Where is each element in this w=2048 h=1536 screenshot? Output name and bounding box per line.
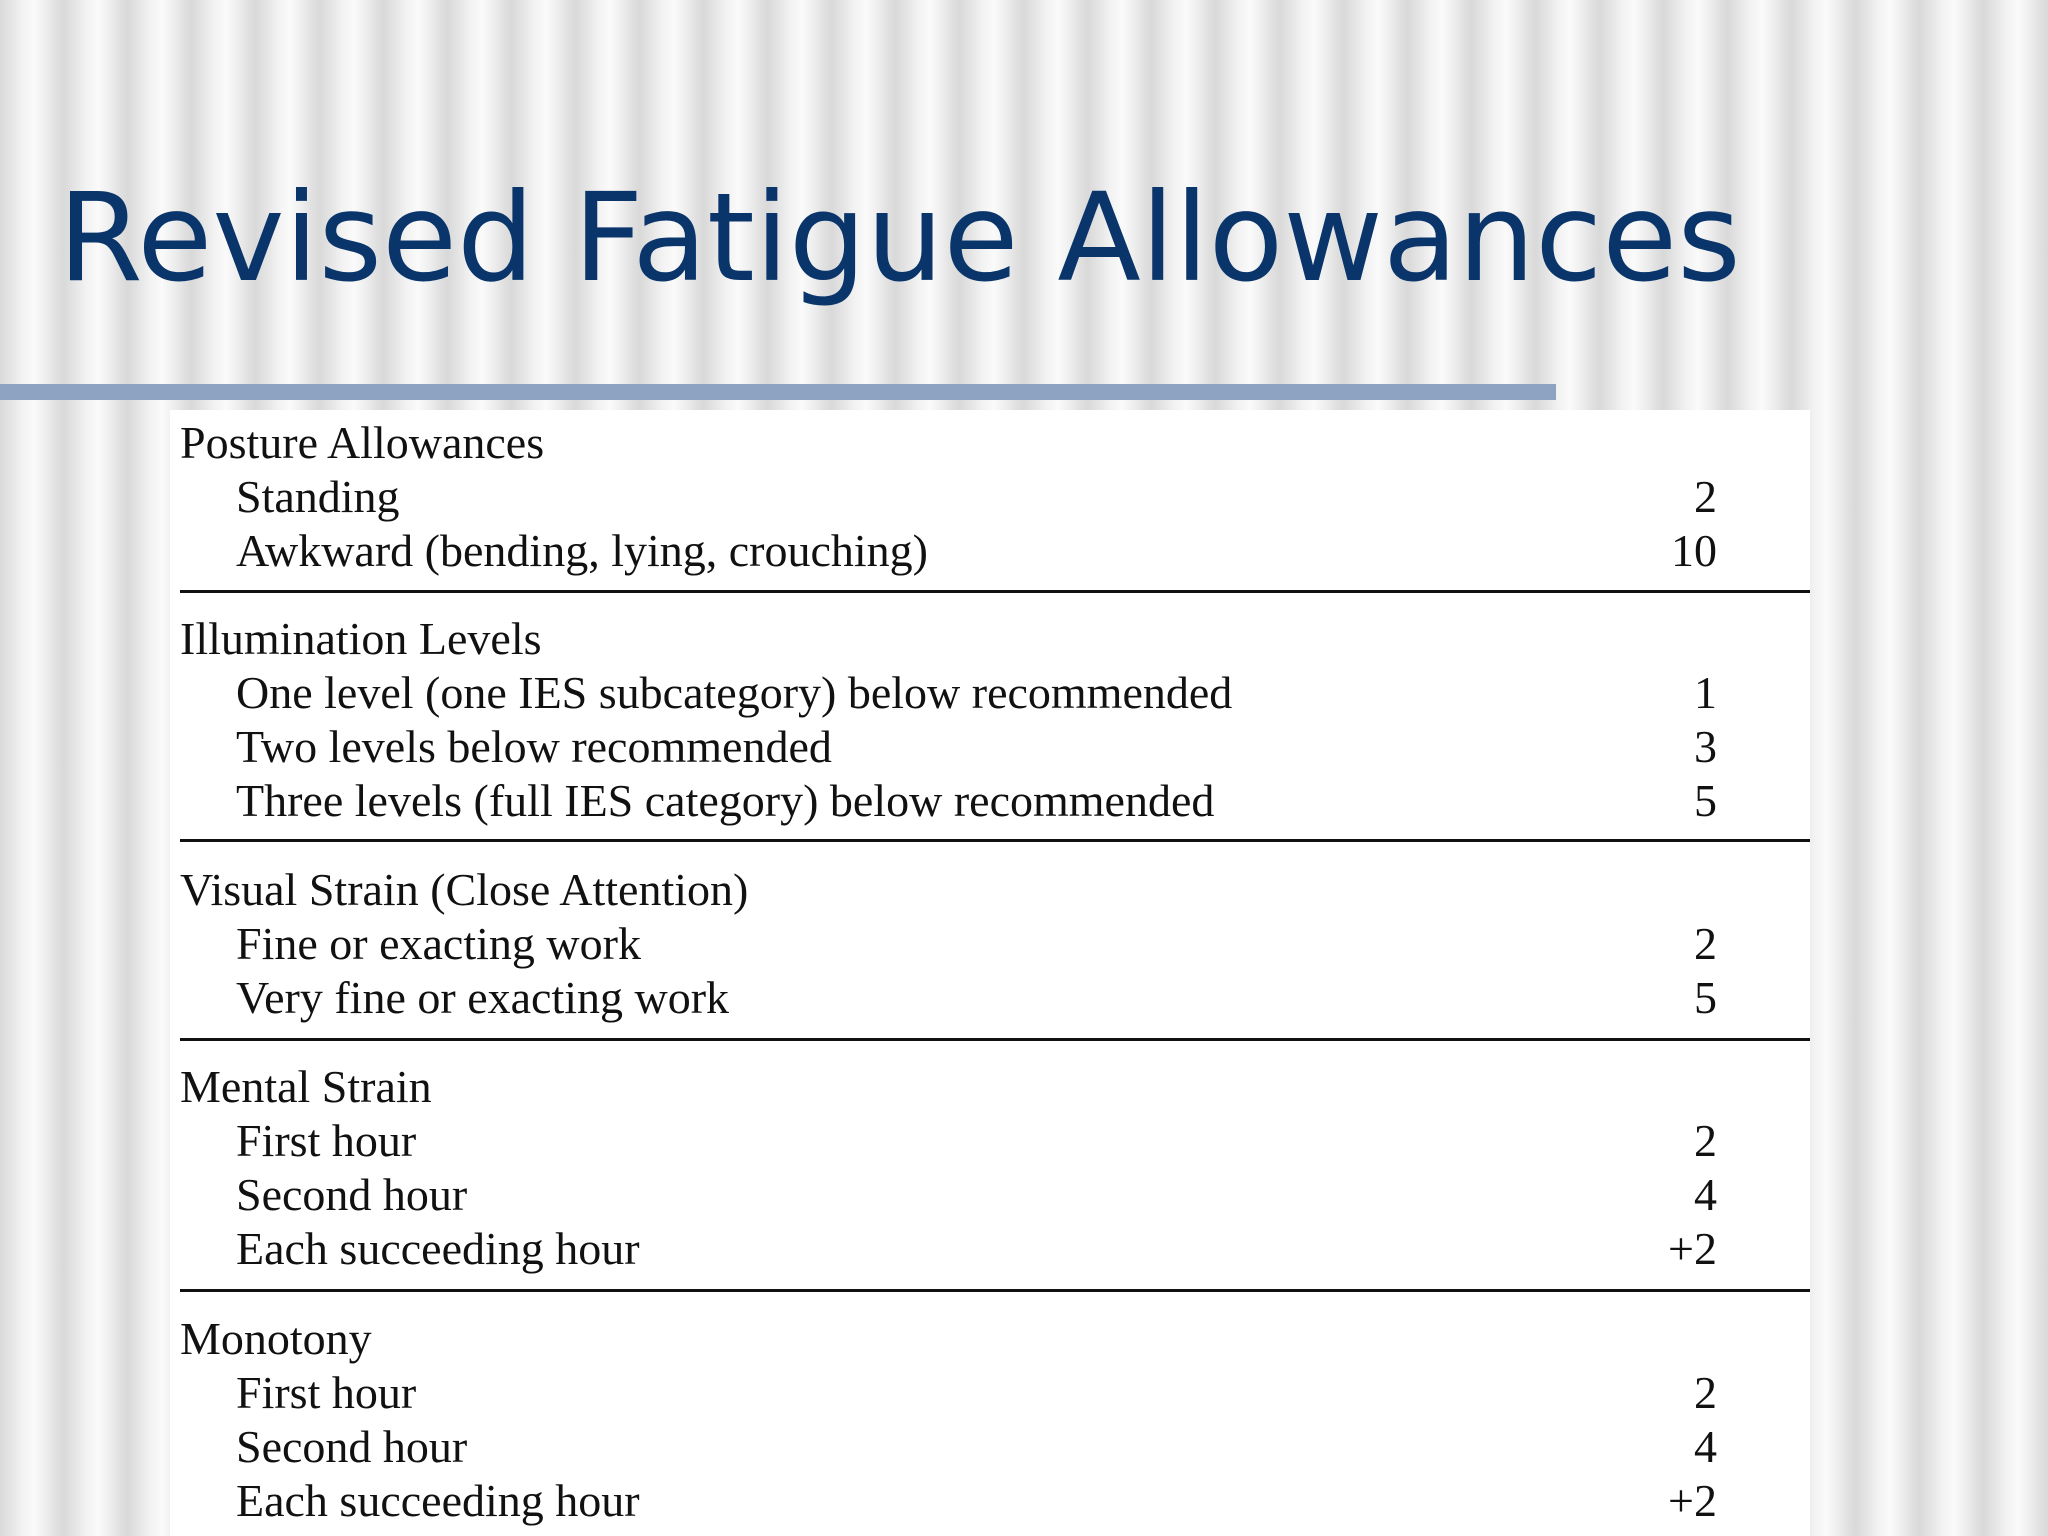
section-title: Posture Allowances [180, 417, 545, 468]
row-label: Standing [236, 471, 400, 522]
row-value: +2 [1668, 1223, 1717, 1274]
title-underline-bar [0, 384, 1556, 400]
row-value: 1 [1694, 667, 1717, 718]
row-label: Second hour [236, 1421, 468, 1472]
row-value: 10 [1671, 525, 1717, 576]
section-title: Monotony [180, 1313, 372, 1364]
row-value: 2 [1694, 1367, 1717, 1418]
row-value: 5 [1694, 775, 1717, 826]
row-label: First hour [236, 1367, 417, 1418]
row-value: 4 [1694, 1421, 1717, 1472]
row-label: Each succeeding hour [236, 1475, 640, 1526]
row-label: Each succeeding hour [236, 1223, 640, 1274]
table-row [180, 774, 1717, 828]
table-row [180, 917, 1717, 971]
section-divider [180, 839, 1810, 842]
row-label: Awkward (bending, lying, crouching) [236, 525, 928, 576]
table-row [180, 1420, 1717, 1474]
section-title: Visual Strain (Close Attention) [180, 864, 749, 915]
row-label: Very fine or exacting work [236, 972, 730, 1023]
row-label: First hour [236, 1115, 417, 1166]
row-value: 3 [1694, 721, 1717, 772]
row-value: 2 [1694, 918, 1717, 969]
row-value: +2 [1668, 1475, 1717, 1526]
section-divider [180, 590, 1810, 593]
row-label: One level (one IES subcategory) below recommended [236, 667, 1233, 718]
row-value: 4 [1694, 1169, 1717, 1220]
section-title: Mental Strain [180, 1061, 432, 1112]
table-row [180, 470, 1717, 524]
table-row [180, 971, 1717, 1025]
table-row [180, 1366, 1717, 1420]
row-label: Three levels (full IES category) below recommended [236, 775, 1215, 826]
table-row [180, 666, 1717, 720]
fatigue-allowance-table [170, 410, 1810, 1536]
section-title: Illumination Levels [180, 613, 542, 664]
table-row [180, 1114, 1717, 1168]
row-value: 2 [1694, 1115, 1717, 1166]
table-row [180, 720, 1717, 774]
row-value: 2 [1694, 471, 1717, 522]
row-label: Two levels below recommended [236, 721, 832, 772]
row-label: Fine or exacting work [236, 918, 641, 969]
table-row [180, 1168, 1717, 1222]
section-divider [180, 1289, 1810, 1292]
table-row [180, 524, 1717, 578]
row-value: 5 [1694, 972, 1717, 1023]
slide-title: Revised Fatigue Allowances [58, 167, 1741, 309]
table-row [180, 1474, 1717, 1528]
table-row [180, 1222, 1717, 1276]
row-label: Second hour [236, 1169, 468, 1220]
section-divider [180, 1038, 1810, 1041]
